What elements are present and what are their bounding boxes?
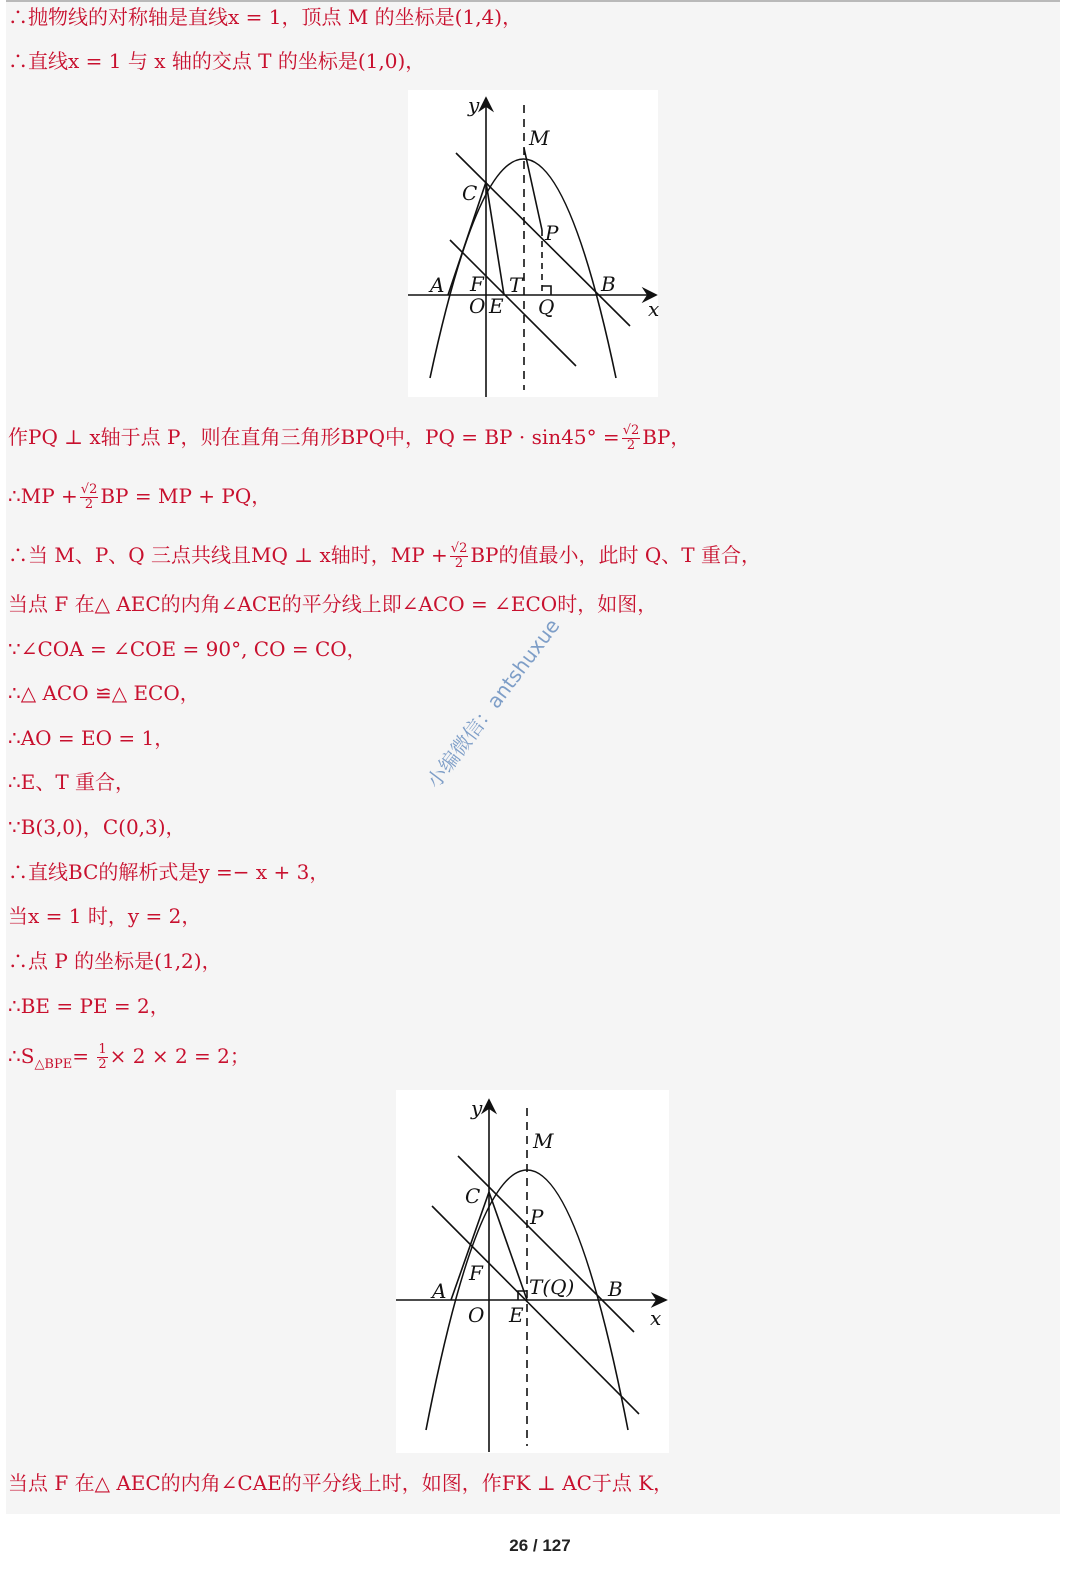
fraction-denominator: 2 [626, 438, 636, 453]
label-a: A [430, 273, 445, 297]
fraction-numerator: √2 [622, 423, 640, 438]
text-line-16-part-b: = [72, 1044, 96, 1068]
text-line-5-part-b: BP的值最小，此时 Q、T 重合， [470, 543, 761, 567]
label-b: B [601, 272, 616, 296]
text-line-8: ∴△ ACO ≌△ ECO， [8, 681, 200, 705]
text-line-7: ∵∠COA = ∠COE = 90°, CO = CO， [8, 637, 367, 661]
text-line-15: ∴BE = PE = 2， [8, 994, 170, 1018]
fraction-sqrt2-over-2 [450, 542, 469, 571]
right-angle-marker [542, 286, 551, 295]
label-e: E [489, 294, 504, 318]
text-line-5-part-a: ∴当 M、P、Q 三点共线且MQ ⊥ x轴时，MP + [8, 543, 448, 567]
label-b: B [608, 1277, 623, 1301]
text-line-12: ∴直线BC的解析式是y =− x + 3， [8, 860, 330, 884]
text-line-4-part-b: BP = MP + PQ， [100, 484, 272, 508]
fraction-denominator: 2 [98, 1057, 107, 1072]
text-line-1: ∴抛物线的对称轴是直线x = 1，顶点 M 的坐标是(1,4)， [8, 5, 523, 29]
text-line-4 [8, 482, 271, 512]
label-m: M [529, 126, 550, 150]
label-m: M [533, 1129, 554, 1153]
figure-2-svg [396, 1090, 669, 1453]
fraction-numerator: √2 [450, 541, 468, 556]
label-q: Q [538, 295, 555, 319]
fraction-numerator: √2 [80, 482, 98, 497]
text-line-11: ∵B(3,0)，C(0,3)， [8, 815, 186, 839]
segment-mp [524, 148, 542, 230]
watermark: 小编微信：antshuxue [421, 614, 565, 793]
label-x: x [648, 297, 660, 321]
text-line-13: 当x = 1 时，y = 2， [8, 904, 202, 928]
fraction-one-half [97, 1043, 107, 1072]
text-line-5 [8, 541, 761, 571]
fraction-denominator: 2 [454, 556, 464, 571]
text-line-3-part-b: BP， [642, 425, 691, 449]
label-p: P [530, 1205, 544, 1229]
fraction-numerator: 1 [98, 1042, 107, 1057]
text-line-3 [8, 423, 690, 453]
text-line-3-part-a: 作PQ ⊥ x轴于点 P，则在直角三角形BPQ中，PQ = BP · sin45° = [8, 425, 620, 449]
fraction-denominator: 2 [84, 497, 94, 512]
label-f: F [470, 272, 484, 296]
label-x: x [650, 1306, 662, 1330]
area-subscript: △BPE [34, 1057, 73, 1072]
text-line-17: 当点 F 在△ AEC的内角∠CAE的平分线上时，如图，作FK ⊥ AC于点 K， [8, 1471, 674, 1495]
label-p: P [545, 221, 559, 245]
text-line-2: ∴直线x = 1 与 x 轴的交点 T 的坐标是(1,0)， [8, 49, 426, 73]
figure-1-parabola-diagram [408, 90, 658, 397]
label-o: O [468, 1303, 485, 1327]
text-line-4-part-a: ∴MP + [8, 484, 78, 508]
text-line-14: ∴点 P 的坐标是(1,2)， [8, 949, 222, 973]
text-line-16-part-c: × 2 × 2 = 2； [109, 1044, 250, 1068]
figure-1-svg [408, 90, 658, 397]
label-c: C [465, 1184, 481, 1208]
label-y: y [471, 1096, 483, 1120]
label-t: T [509, 273, 523, 297]
line-parallel [432, 1206, 639, 1414]
text-line-9: ∴AO = EO = 1， [8, 726, 175, 750]
parabola-curve [430, 159, 616, 378]
label-c: C [462, 181, 478, 205]
label-e: E [509, 1303, 524, 1327]
page-number: 26 / 127 [509, 1536, 571, 1555]
label-o: O [469, 294, 486, 318]
label-t-q: T(Q) [529, 1275, 575, 1299]
text-line-10: ∴E、T 重合， [8, 770, 136, 794]
text-line-16 [8, 1042, 250, 1079]
label-a: A [432, 1279, 447, 1303]
fraction-sqrt2-over-2 [622, 424, 641, 453]
label-f: F [469, 1261, 483, 1285]
text-line-6: 当点 F 在△ AEC的内角∠ACE的平分线上即∠ACO = ∠ECO时，如图， [8, 592, 658, 616]
segment-ce [489, 1192, 527, 1300]
text-line-16-part-a: ∴S [8, 1044, 35, 1068]
fraction-sqrt2-over-2 [80, 483, 99, 512]
figure-2-parabola-diagram [396, 1090, 669, 1453]
label-y: y [468, 93, 480, 117]
